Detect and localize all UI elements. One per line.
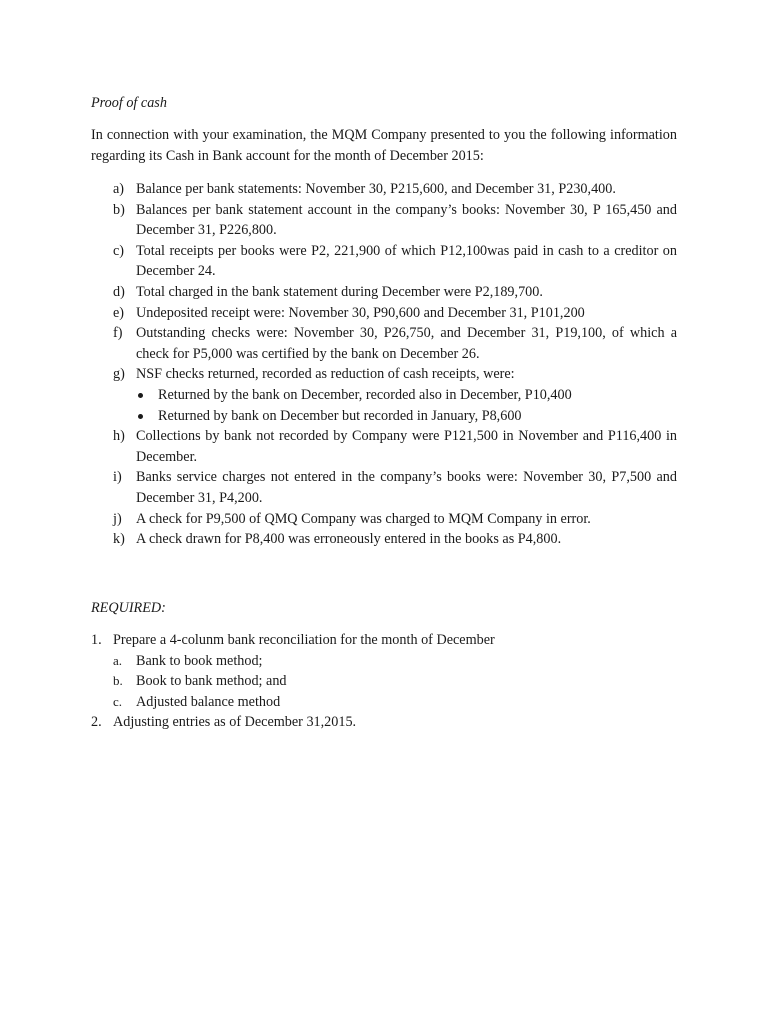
fact-text: Banks service charges not entered in the company’s books were: November 30, P7,500 and December 31, P4,200. — [136, 469, 677, 506]
fact-item-e — [91, 303, 677, 324]
requirement-marker: 2. — [91, 714, 102, 731]
requirement-item-2 — [91, 712, 691, 733]
nsf-bullet-text: Returned by bank on December but recorded in January, P8,600 — [158, 407, 522, 424]
fact-item-f — [91, 323, 677, 364]
fact-marker: i) — [113, 469, 122, 486]
fact-text: Total charged in the bank statement during December were P2,189,700. — [136, 283, 543, 300]
method-text: Book to bank method; and — [136, 673, 287, 690]
fact-marker: h) — [113, 428, 125, 445]
required-heading: REQUIRED: — [91, 600, 166, 616]
fact-item-c — [91, 241, 677, 282]
requirement-text: Adjusting entries as of December 31,2015. — [113, 714, 357, 731]
fact-text: A check for P9,500 of QMQ Company was charged to MQM Company in error. — [136, 510, 591, 527]
requirement-item-1 — [91, 630, 691, 712]
nsf-bullet-item — [136, 406, 677, 427]
fact-marker: j) — [113, 510, 122, 527]
fact-text: Undeposited receipt were: November 30, P90,600 and December 31, P101,200 — [136, 304, 585, 321]
method-text: Adjusted balance method — [136, 693, 281, 710]
intro-paragraph: In connection with your examination, the MQM Company presented to you the following information regarding its Cash in Bank account for the month of December 2015: — [91, 127, 677, 164]
fact-item-h — [91, 426, 677, 467]
fact-item-b — [91, 200, 677, 241]
fact-marker: d) — [113, 283, 125, 300]
method-marker: c. — [113, 693, 123, 709]
fact-item-d — [91, 282, 677, 303]
requirements-list — [91, 630, 691, 733]
fact-item-i — [91, 467, 677, 508]
fact-marker: b) — [113, 201, 125, 218]
fact-item-a — [91, 179, 677, 200]
fact-text: A check drawn for P8,400 was erroneously entered in the books as P4,800. — [136, 531, 562, 548]
fact-marker: a) — [113, 181, 125, 197]
fact-text: Balance per bank statements: November 30, P215,600, and December 31, P230,400. — [136, 181, 616, 197]
method-item — [113, 692, 691, 713]
fact-marker: k) — [113, 531, 125, 548]
fact-text: Collections by bank not recorded by Company were P121,500 in November and P116,400 in December. — [136, 428, 677, 465]
nsf-bullet-list — [136, 385, 677, 426]
facts-list — [91, 179, 677, 550]
fact-marker: f) — [113, 325, 123, 342]
fact-item-g — [91, 364, 677, 426]
fact-text: Total receipts per books were P2, 221,900 of which P12,100was paid in cash to a creditor on December 24. — [136, 242, 677, 280]
method-marker: b. — [113, 673, 123, 689]
nsf-bullet-item — [136, 385, 677, 406]
method-marker: a. — [113, 652, 123, 668]
fact-item-j — [91, 509, 677, 530]
fact-marker: c) — [113, 242, 125, 259]
fact-item-k — [91, 529, 677, 550]
nsf-bullet-text: Returned by the bank on December, recorded also in December, P10,400 — [158, 386, 572, 403]
fact-text: Outstanding checks were: November 30, P26,750, and December 31, P19,100, of which a check for P5,000 was certified by the bank on December 26. — [136, 325, 677, 362]
bullet-icon — [138, 393, 143, 398]
requirement-marker: 1. — [91, 632, 102, 648]
fact-text: Balances per bank statement account in the company’s books: November 30, P 165,450 and December 31, P226,800. — [136, 201, 677, 239]
method-list — [113, 651, 691, 713]
requirement-text: Prepare a 4-colunm bank reconciliation for the month of December — [113, 632, 495, 648]
method-text: Bank to book method; — [136, 652, 263, 669]
method-item — [113, 671, 691, 692]
fact-marker: e) — [113, 304, 125, 321]
method-item — [113, 651, 691, 672]
fact-text: NSF checks returned, recorded as reduction of cash receipts, were: — [136, 366, 515, 383]
document-title: Proof of cash — [91, 95, 167, 111]
bullet-icon — [138, 414, 143, 419]
fact-marker: g) — [113, 366, 125, 383]
